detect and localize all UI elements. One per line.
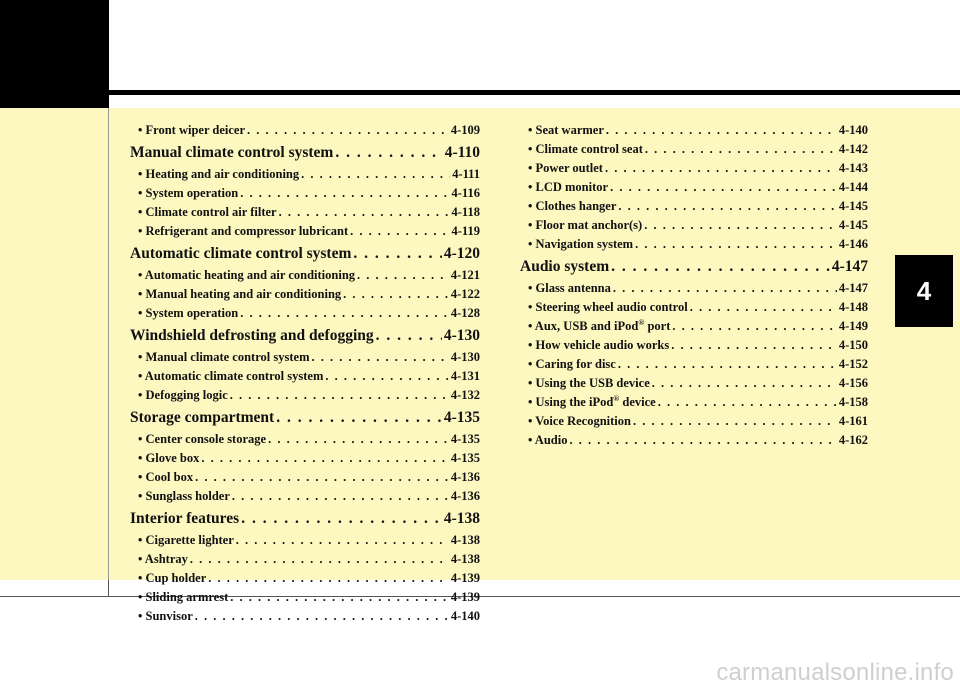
toc-entry[interactable] bbox=[130, 348, 480, 367]
toc-page-number: 4-143 bbox=[838, 161, 868, 175]
dot-leader bbox=[195, 468, 449, 487]
toc-entry[interactable] bbox=[520, 235, 868, 254]
toc-entry-title: • Climate control seat bbox=[528, 142, 643, 156]
dot-leader bbox=[232, 487, 449, 506]
toc-page-number: 4-119 bbox=[451, 224, 480, 238]
toc-entry-title: • Cup holder bbox=[138, 571, 207, 585]
toc-page-number: 4-139 bbox=[450, 590, 480, 604]
dot-leader bbox=[644, 216, 837, 235]
dot-leader bbox=[633, 412, 837, 431]
toc-entry-title: • Manual heating and air conditioning bbox=[138, 287, 342, 301]
dot-leader bbox=[195, 607, 449, 626]
toc-entry[interactable] bbox=[130, 487, 480, 506]
toc-page-number: 4-145 bbox=[838, 218, 868, 232]
toc-page-number: 4-140 bbox=[838, 123, 868, 137]
toc-entry-title: • Climate control air filter bbox=[138, 205, 277, 219]
toc-entry[interactable] bbox=[130, 386, 480, 405]
dot-leader bbox=[613, 279, 837, 298]
dot-leader bbox=[325, 367, 448, 386]
dot-leader bbox=[605, 159, 837, 178]
dot-leader bbox=[208, 569, 449, 588]
toc-page-number: 4-135 bbox=[443, 409, 480, 426]
toc-entry[interactable] bbox=[130, 184, 480, 203]
dot-leader bbox=[618, 197, 836, 216]
left-margin-panel bbox=[0, 108, 109, 580]
toc-page-number: 4-121 bbox=[450, 268, 480, 282]
toc-entry[interactable] bbox=[520, 178, 868, 197]
toc-entry[interactable] bbox=[520, 317, 868, 336]
toc-entry-title: • Cigarette lighter bbox=[138, 533, 234, 547]
toc-entry-title: • Manual climate control system bbox=[138, 350, 310, 364]
toc-entry[interactable] bbox=[130, 222, 480, 241]
toc-entry-title: • System operation bbox=[138, 186, 239, 200]
toc-page-number: 4-138 bbox=[450, 533, 480, 547]
toc-entry-title: • Using the iPod® device bbox=[528, 393, 656, 409]
toc-page-number: 4-149 bbox=[838, 319, 868, 333]
toc-page-number: 4-109 bbox=[450, 123, 480, 137]
corner-block bbox=[0, 0, 109, 108]
toc-page-number: 4-135 bbox=[450, 432, 480, 446]
toc-entry-title: • Automatic heating and air conditioning bbox=[138, 268, 356, 282]
toc-entry-title: • Steering wheel audio control bbox=[528, 300, 688, 314]
dot-leader bbox=[230, 386, 449, 405]
toc-entry[interactable] bbox=[520, 121, 868, 140]
toc-entry-title: • Heating and air conditioning bbox=[138, 167, 300, 181]
toc-section-heading[interactable] bbox=[130, 405, 480, 430]
dot-leader bbox=[276, 405, 442, 430]
toc-section-heading[interactable] bbox=[130, 323, 480, 348]
dot-leader bbox=[201, 449, 449, 468]
dot-leader bbox=[353, 241, 441, 266]
toc-column-left bbox=[130, 121, 480, 626]
toc-entry-title: Automatic climate control system bbox=[130, 245, 352, 262]
toc-entry[interactable] bbox=[520, 159, 868, 178]
dot-leader bbox=[618, 355, 837, 374]
toc-entry-title: Audio system bbox=[520, 258, 610, 275]
toc-page-number: 4-162 bbox=[838, 433, 868, 447]
toc-entry-title: • Caring for disc bbox=[528, 357, 616, 371]
toc-entry[interactable] bbox=[520, 140, 868, 159]
toc-entry-title: • System operation bbox=[138, 306, 239, 320]
toc-entry-title: • Voice Recognition bbox=[528, 414, 631, 428]
dot-leader bbox=[672, 317, 836, 336]
toc-page-number: 4-122 bbox=[450, 287, 480, 301]
toc-entry[interactable] bbox=[130, 449, 480, 468]
toc-entry-title: • Automatic climate control system bbox=[138, 369, 324, 383]
dot-leader bbox=[635, 235, 837, 254]
dot-leader bbox=[645, 140, 837, 159]
toc-entry-title: Windshield defrosting and defogging bbox=[130, 327, 374, 344]
toc-entry-title: • Defogging logic bbox=[138, 388, 228, 402]
toc-page-number: 4-128 bbox=[450, 306, 480, 320]
toc-page-number: 4-136 bbox=[450, 489, 480, 503]
toc-section-heading[interactable] bbox=[130, 241, 480, 266]
dot-leader bbox=[350, 222, 449, 241]
dot-leader bbox=[671, 336, 837, 355]
watermark: carmanualsonline.info bbox=[716, 659, 954, 686]
dot-leader bbox=[241, 506, 442, 531]
toc-page-number: 4-152 bbox=[838, 357, 868, 371]
toc-entry-title: Interior features bbox=[130, 510, 240, 527]
toc-page-number: 4-138 bbox=[450, 552, 480, 566]
toc-entry-title: • Front wiper deicer bbox=[138, 123, 246, 137]
toc-page-number: 4-131 bbox=[450, 369, 480, 383]
chapter-tab[interactable]: 4 bbox=[895, 255, 953, 327]
toc-entry[interactable] bbox=[130, 266, 480, 285]
toc-entry[interactable] bbox=[520, 355, 868, 374]
toc-entry-title: • Using the USB device bbox=[528, 376, 650, 390]
toc-entry-title: • Sliding armrest bbox=[138, 590, 229, 604]
toc-entry-title: Storage compartment bbox=[130, 409, 275, 426]
toc-column-right bbox=[520, 121, 868, 450]
toc-entry-title: • Refrigerant and compressor lubricant bbox=[138, 224, 349, 238]
dot-leader bbox=[247, 121, 449, 140]
toc-page-number: 4-111 bbox=[452, 167, 480, 181]
dot-leader bbox=[240, 184, 449, 203]
toc-entry[interactable] bbox=[520, 197, 868, 216]
toc-page-number: 4-148 bbox=[838, 300, 868, 314]
toc-entry-title: • Cool box bbox=[138, 470, 194, 484]
toc-section-heading[interactable] bbox=[130, 140, 480, 165]
dot-leader bbox=[611, 254, 830, 279]
toc-page-number: 4-139 bbox=[450, 571, 480, 585]
toc-entry-title: • Audio bbox=[528, 433, 568, 447]
toc-page-number: 4-132 bbox=[450, 388, 480, 402]
toc-page-number: 4-136 bbox=[450, 470, 480, 484]
dot-leader bbox=[301, 165, 450, 184]
toc-page-number: 4-120 bbox=[443, 245, 480, 262]
toc-page-number: 4-116 bbox=[451, 186, 480, 200]
toc-entry-title: • Aux, USB and iPod® port bbox=[528, 317, 671, 333]
toc-entry[interactable] bbox=[130, 550, 480, 569]
toc-page-number: 4-135 bbox=[450, 451, 480, 465]
toc-page-number: 4-142 bbox=[838, 142, 868, 156]
toc-entry[interactable] bbox=[520, 279, 868, 298]
toc-entry-title: • LCD monitor bbox=[528, 180, 609, 194]
dot-leader bbox=[610, 178, 837, 197]
toc-entry[interactable] bbox=[130, 430, 480, 449]
toc-entry-title: • Glove box bbox=[138, 451, 200, 465]
dot-leader bbox=[335, 140, 442, 165]
dot-leader bbox=[343, 285, 449, 304]
toc-page-number: 4-140 bbox=[450, 609, 480, 623]
toc-page-number: 4-156 bbox=[838, 376, 868, 390]
dot-leader bbox=[652, 374, 837, 393]
toc-page-number: 4-138 bbox=[443, 510, 480, 527]
toc-section-heading[interactable] bbox=[520, 254, 868, 279]
toc-page-number: 4-161 bbox=[838, 414, 868, 428]
dot-leader bbox=[268, 430, 449, 449]
toc-entry[interactable] bbox=[520, 393, 868, 412]
toc-entry-title: • Clothes hanger bbox=[528, 199, 617, 213]
toc-page-number: 4-146 bbox=[838, 237, 868, 251]
dot-leader bbox=[230, 588, 449, 607]
toc-page-number: 4-150 bbox=[838, 338, 868, 352]
toc-entry-title: • Sunglass holder bbox=[138, 489, 230, 503]
toc-entry[interactable] bbox=[130, 367, 480, 386]
toc-entry[interactable] bbox=[520, 336, 868, 355]
toc-entry[interactable] bbox=[520, 431, 868, 450]
footer-divider bbox=[108, 580, 109, 597]
toc-entry[interactable] bbox=[520, 216, 868, 235]
toc-page-number: 4-130 bbox=[443, 327, 480, 344]
toc-entry[interactable] bbox=[130, 165, 480, 184]
dot-leader bbox=[190, 550, 449, 569]
toc-entry-title: • How vehicle audio works bbox=[528, 338, 670, 352]
toc-entry-title: • Sunvisor bbox=[138, 609, 193, 623]
toc-page-number: 4-147 bbox=[831, 258, 868, 275]
toc-entry-title: • Ashtray bbox=[138, 552, 188, 566]
toc-page-number: 4-118 bbox=[451, 205, 480, 219]
toc-page-number: 4-110 bbox=[444, 144, 480, 161]
toc-entry-title: • Navigation system bbox=[528, 237, 634, 251]
toc-page-number: 4-147 bbox=[838, 281, 868, 295]
toc-entry[interactable] bbox=[520, 298, 868, 317]
header-rule bbox=[109, 90, 960, 95]
dot-leader bbox=[376, 323, 442, 348]
dot-leader bbox=[357, 266, 449, 285]
toc-entry[interactable] bbox=[130, 285, 480, 304]
dot-leader bbox=[279, 203, 450, 222]
toc-entry[interactable] bbox=[130, 569, 480, 588]
dot-leader bbox=[240, 304, 449, 323]
toc-entry-title: • Floor mat anchor(s) bbox=[528, 218, 643, 232]
toc-entry[interactable] bbox=[520, 374, 868, 393]
toc-entry[interactable] bbox=[130, 588, 480, 607]
toc-entry-title: • Power outlet bbox=[528, 161, 603, 175]
dot-leader bbox=[569, 431, 836, 450]
dot-leader bbox=[606, 121, 837, 140]
toc-entry-title: • Center console storage bbox=[138, 432, 267, 446]
toc-entry[interactable] bbox=[130, 121, 480, 140]
toc-entry-title: Manual climate control system bbox=[130, 144, 334, 161]
dot-leader bbox=[311, 348, 448, 367]
toc-section-heading[interactable] bbox=[130, 506, 480, 531]
toc-page-number: 4-144 bbox=[838, 180, 868, 194]
dot-leader bbox=[690, 298, 837, 317]
toc-entry[interactable] bbox=[130, 304, 480, 323]
toc-entry[interactable] bbox=[130, 468, 480, 487]
toc-entry[interactable] bbox=[130, 531, 480, 550]
toc-page-number: 4-130 bbox=[450, 350, 480, 364]
toc-entry[interactable] bbox=[520, 412, 868, 431]
toc-page-number: 4-158 bbox=[838, 395, 868, 409]
toc-entry-title: • Seat warmer bbox=[528, 123, 604, 137]
toc-page-number: 4-145 bbox=[838, 199, 868, 213]
toc-entry[interactable] bbox=[130, 203, 480, 222]
toc-entry[interactable] bbox=[130, 607, 480, 626]
toc-entry-title: • Glass antenna bbox=[528, 281, 611, 295]
dot-leader bbox=[236, 531, 449, 550]
dot-leader bbox=[658, 393, 837, 412]
